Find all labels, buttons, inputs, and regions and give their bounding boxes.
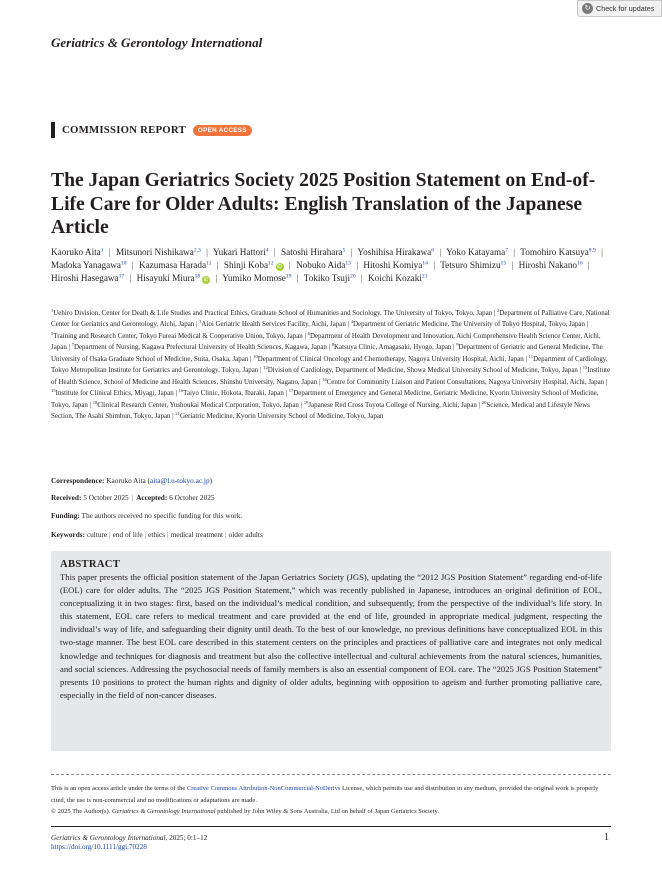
- affiliation-item: $^{10}$Department of Clinical Oncology and Chemotherapy, Nagoya University Hospital, Aichi, Japan: [253, 354, 524, 363]
- author-item: [304, 273, 356, 283]
- separator: |: [129, 273, 132, 284]
- author-name: Satoshi Hirahara: [281, 247, 343, 257]
- check-for-updates-button[interactable]: [577, 0, 662, 17]
- author-affiliation-ref[interactable]: 11: [206, 260, 212, 267]
- correspondence-line: Correspondence: Kaoruko Aita (aita@l.u-tokyo.ac.jp): [51, 476, 213, 485]
- journal-name: Geriatrics & Gerontology International: [51, 35, 263, 50]
- author-item: [357, 247, 434, 257]
- affiliation-item: $^1$Uehiro Division, Center for Death & Life Studies and Practical Ethics, Graduate School of Humanities and Sociology, The University of Tokyo, Tokyo, Japan: [51, 308, 493, 317]
- doi-link[interactable]: https://doi.org/10.1111/ggi.70228: [51, 843, 147, 851]
- received-label: Received:: [51, 493, 82, 502]
- author-affiliation-ref[interactable]: 18: [194, 273, 201, 280]
- separator: |: [215, 273, 218, 284]
- keywords-list: culture | end of life | ethics | medical treatment | older adults: [86, 530, 263, 539]
- funding-label: Funding:: [51, 511, 80, 520]
- separator: |: [360, 273, 363, 284]
- accepted-label: Accepted:: [136, 493, 168, 502]
- separator: |: [216, 260, 219, 271]
- author-name: Koichi Kozaki: [368, 273, 422, 284]
- page-number: 1: [604, 832, 609, 843]
- author-affiliation-ref[interactable]: 1: [100, 247, 104, 254]
- author-item: [519, 260, 583, 270]
- affiliation-item: $^{19}$Japanese Red Cross Toyota College of Nursing, Aichi, Japan: [303, 399, 477, 409]
- author-affiliation-ref[interactable]: 13: [345, 260, 351, 267]
- funding-text: The authors received no specific funding for this work.: [81, 511, 243, 520]
- affiliation-item: $^5$Training and Research Center, Tokyo Fureai Medical & Cooperative Union, Tokyo, Japan: [51, 331, 303, 340]
- author-item: [51, 260, 127, 270]
- author-item: [224, 260, 284, 270]
- keyword-item: ethics: [148, 530, 166, 539]
- separator: |: [206, 247, 208, 257]
- author-item: [281, 247, 345, 257]
- separator: |: [601, 247, 603, 257]
- correspondence-email-link[interactable]: aita@l.u-tokyo.ac.jp: [150, 476, 210, 485]
- author-item: [520, 247, 596, 257]
- keywords-line: [51, 530, 263, 539]
- author-item: [363, 260, 428, 270]
- author-affiliation-ref[interactable]: 5: [342, 247, 346, 254]
- open-access-badge: OPEN ACCESS: [193, 125, 252, 136]
- affiliation-item: $^{20}$Science, Medical and Lifestyle News Section, The Asahi Shimbun, Tokyo, Japan: [51, 399, 590, 421]
- affiliation-item: $^{14}$Centre for Community Liaison and Patient Consultations, Nagoya University Hospital, Aichi, Japan: [322, 376, 605, 386]
- keyword-item: medical treatment: [170, 530, 224, 539]
- separator: |: [433, 260, 436, 271]
- author-affiliation-ref[interactable]: 21: [421, 273, 428, 280]
- author-affiliation-ref[interactable]: 14: [422, 260, 428, 267]
- dates-line: Received: 5 October 2025 | Accepted: 6 October 2025: [51, 493, 215, 502]
- author-affiliation-ref[interactable]: 6: [431, 247, 435, 254]
- author-name: Yoshihisa Hirakawa: [357, 247, 432, 257]
- author-name: Yumiko Momose: [222, 273, 286, 284]
- author-item: [440, 260, 506, 270]
- author-name: Mitsunori Nishikawa: [116, 247, 194, 257]
- affiliation-item: $^{15}$Institute for Clinical Ethics, Miyagi, Japan: [51, 388, 174, 398]
- author-affiliation-ref[interactable]: 2,3: [193, 247, 201, 254]
- copyright-text: © 2025 The Author(s). Geriatrics & Gerontology International published by John Wiley & Sons Australia, Ltd on behalf of Japan Geriatrics Society.: [51, 808, 439, 815]
- author-affiliation-ref[interactable]: 7: [505, 247, 508, 254]
- keyword-item: older adults: [228, 530, 263, 539]
- article-type-row: [51, 122, 252, 138]
- keyword-item: culture: [86, 530, 108, 539]
- correspondence-label: Correspondence:: [51, 476, 105, 485]
- author-item: [446, 247, 508, 257]
- type-bar: [51, 122, 55, 138]
- separator: |: [131, 260, 134, 271]
- affiliation-item: $^{12}$Division of Cardiology, Department of Medicine, Showa Medical University School of Medicine, Tokyo, Japan: [263, 365, 578, 375]
- author-item: [368, 273, 427, 283]
- affiliation-list: $^1$Uehiro Division, Center for Death & Life Studies and Practical Ethics, Graduate School of Humanities and Sociology, The University of Tokyo, Tokyo, Japan | $^2$Department of Palliative Care, National Center for Geriatrics and Gerontology, Aichi, Japan | $^3$Aioi Geriatric Health Services Facility, Aichi, Japan | $^4$Department of Geriatric Medicine, The University of Tokyo Hospital, Tokyo, Japan | $^5$Training and Research Center, Tokyo Fureai Medical & Cooperative Union, Tokyo, Japan | $^6$Department of Health Development and Innovation, Aichi Comprehensive Health Science Center, Aichi, Japan | $^7$Department of Nursing, Kagawa Prefectural University of Health Sciences, Kagawa, Japan | $^8$Katsuya Clinic, Amagasaki, Hyogo, Japan | $^9$Department of Geriatric and General Medicine, The University of Osaka Graduate School of Medicine, Suita, Osaka, Japan | $^{10}$Department of Clinical Oncology and Chemotherapy, Nagoya University Hospital, Aichi, Japan | $^{11}$Department of Cardiology, Tokyo Metropolitan Institute for Geriatrics and Gerontology, Tokyo, Japan | $^{12}$Division of Cardiology, Department of Medicine, Showa Medical University School of Medicine, Tokyo, Japan | $^{13}$Institute of Health Science, School of Medicine and Health Sciences, Shinshu University, Nagano, Japan | $^{14}$Centre for Community Liaison and Patient Consultations, Nagoya University Hospital, Aichi, Japan | $^{15}$Institute for Clinical Ethics, Miyagi, Japan | $^{16}$Taiyo Clinic, Hokota, Ibaraki, Japan | $^{17}$Department of Emergency and General Medicine, Geriatric Medicine, Kyorin University School of Medicine, Tokyo, Japan | $^{18}$Clinical Research Center, Yushoukai Medical Corporation, Tokyo, Japan | $^{19}$Japanese Red Cross Toyota College of Nursing, Aichi, Japan | $^{20}$Science, Medical and Lifestyle News Section, The Asahi Shimbun, Tokyo, Japan | $^{21}$Geriatric Medicine, Kyorin University School of Medicine, Tokyo, Japan: [51, 308, 611, 421]
- separator: |: [108, 247, 111, 257]
- article-type: COMMISSION REPORT: [62, 124, 186, 136]
- abstract-heading: ABSTRACT: [60, 559, 121, 570]
- affiliation-item: $^2$Department of Palliative Care, National Center for Geriatrics and Gerontology, Aichi, Japan: [51, 308, 610, 329]
- keyword-item: end of life: [112, 530, 143, 539]
- author-name: Tetsuro Shimizu: [440, 260, 501, 271]
- affiliation-item: $^8$Katsuya Clinic, Amagasaki, Hyogo, Japan: [331, 342, 452, 352]
- author-affiliation-ref[interactable]: 12: [268, 260, 274, 267]
- author-name: Nobuko Aida: [296, 260, 346, 271]
- license-text: This is an open access article under the terms of the Creative Commons Attribution-NonCommercial-NoDerivs License, which permits use and distribution in any medium, provided the original work is properly cited, the use is non-commercial and no modifications or adaptations are made.: [51, 785, 599, 805]
- author-item: [116, 247, 201, 257]
- funding-line: [51, 511, 242, 520]
- affiliation-item: $^{17}$Department of Emergency and General Medicine, Geriatric Medicine, Kyorin University School of Medicine, Tokyo, Japan: [51, 388, 599, 409]
- author-affiliation-ref[interactable]: 10: [120, 260, 127, 267]
- affiliation-item: $^{13}$Institute of Health Science, School of Medicine and Health Sciences, Shinshu University, Nagano, Japan: [51, 365, 611, 386]
- check-updates-icon: ↻: [582, 3, 593, 14]
- affiliation-item: $^7$Department of Nursing, Kagawa Prefectural University of Health Sciences, Kagawa, Japan: [71, 342, 327, 352]
- author-affiliation-ref[interactable]: 20: [350, 273, 356, 280]
- author-name: Yukari Hattori: [212, 247, 266, 257]
- affiliation-item: $^4$Department of Geriatric Medicine, The University of Tokyo Hospital, Tokyo, Japan: [350, 319, 585, 329]
- author-name: Shinji Koba: [223, 260, 269, 271]
- author-name: Hisayuki Miura: [136, 273, 195, 284]
- separator: |: [439, 247, 442, 257]
- footer-divider: [51, 826, 611, 827]
- separator: |: [288, 260, 291, 271]
- author-item: [296, 260, 351, 270]
- affiliation-item: $^6$Department of Health Development and Innovation, Aichi Comprehensive Health Science Center, Aichi, Japan: [51, 331, 601, 352]
- author-name: Tomohiro Katsuya: [520, 247, 589, 257]
- author-affiliation-ref[interactable]: 17: [118, 273, 125, 280]
- abstract-box: [51, 551, 611, 751]
- cc-license-link[interactable]: Creative Commons Attribution-NonCommercial-NoDerivs: [186, 785, 341, 792]
- separator: |: [273, 247, 276, 257]
- abstract-text: This paper presents the official position statement of the Japan Geriatrics Society (JGS), updating the “2012 JGS Position Statement” regarding end-of-life (EOL) care for older adults. The “2025 JGS Position Statement,” which was recently published in Japanese, introduces an original definition of EOL, conceptualizing it in two stages: first, based on the individual’s medical condition, and subsequently, from the perspective of the individual’s life story. In this statement, EOL care refers to medical treatment and care provided at the end of life, grounded in appropriate medical judgment, respecting the individual’s way of life, and safeguarding their dignity until death. To the best of our knowledge, no previous definitions have conceptualized EOL in this two-stage manner. The best EOL care described in this statement centers on the principles and practices of palliative care and integrates not only medical knowledge and techniques for diagnosis and treatment but also the collective intellectual and cultural achievements from the natural sciences, humanities, and social sciences. Addressing the psychosocial needs of family members is also an essential component of EOL care. The “2025 JGS Position Statement” presents 10 positions to protect the human rights and dignity of older adults, beginning with opposition to ageism and further promoting palliative care, especially in the field of non-cancer diseases.: [60, 572, 602, 700]
- separator: |: [356, 260, 359, 271]
- author-affiliation-ref[interactable]: 4: [265, 247, 269, 254]
- author-name: Hiroshi Hasegawa: [51, 273, 119, 284]
- author-item: [51, 273, 124, 283]
- footer-citation: Geriatrics & Gerontology International, 2025; 0:1–12: [51, 834, 208, 842]
- separator: |: [350, 247, 353, 257]
- affiliation-item: $^{11}$Department of Cardiology, Tokyo Metropolitan Institute for Geriatrics and Gerontology, Tokyo, Japan: [51, 354, 608, 375]
- affiliation-item: $^{16}$Taiyo Clinic, Hokota, Ibaraki, Japan: [178, 388, 284, 398]
- affiliation-item: $^{21}$Geriatric Medicine, Kyorin University School of Medicine, Tokyo, Japan: [175, 411, 384, 421]
- article-title: The Japan Geriatrics Society 2025 Position Statement on End-of-Life Care for Older Adults: English Translation of the Japanese Article: [51, 170, 596, 238]
- separator: |: [587, 260, 590, 271]
- author-item: [51, 247, 104, 257]
- orcid-icon[interactable]: iD: [277, 264, 282, 271]
- affiliation-item: $^{18}$Clinical Research Center, Yushoukai Medical Corporation, Tokyo, Japan: [92, 399, 299, 409]
- author-name: Yoko Katayama: [446, 247, 506, 257]
- check-for-updates-label: Check for updates: [596, 4, 655, 13]
- received-date: 5 October 2025: [83, 493, 129, 502]
- author-item: [137, 273, 211, 283]
- author-list: [51, 246, 617, 286]
- affiliation-item: $^9$Department of Geriatric and General Medicine, The University of Osaka Graduate School of Medicine, Suita, Osaka, Japan: [51, 342, 603, 363]
- author-affiliation-ref[interactable]: 19: [285, 273, 292, 280]
- author-name: Tokiko Tsuji: [303, 273, 351, 284]
- correspondence-name: Kaoruko Aita: [106, 476, 146, 485]
- author-name: Kaoruko Aita: [51, 247, 101, 257]
- footer-divider-dashed: [51, 774, 611, 775]
- author-name: Hiroshi Nakano: [518, 260, 578, 271]
- affiliation-item: $^3$Aioi Geriatric Health Services Facility, Aichi, Japan: [199, 319, 346, 329]
- keywords-label: Keywords:: [51, 530, 86, 539]
- author-name: Hitoshi Komiya: [363, 260, 423, 271]
- author-affiliation-ref[interactable]: 15: [500, 260, 507, 267]
- author-affiliation-ref[interactable]: 8,9: [588, 247, 596, 254]
- separator: |: [513, 247, 516, 257]
- author-item: [222, 273, 291, 283]
- author-item: [139, 260, 211, 270]
- separator: |: [511, 260, 514, 271]
- orcid-icon[interactable]: iD: [203, 277, 209, 284]
- author-affiliation-ref[interactable]: 16: [577, 260, 583, 267]
- separator: |: [296, 273, 299, 284]
- accepted-date: 6 October 2025: [169, 493, 215, 502]
- author-name: Madoka Yanagawa: [51, 260, 121, 271]
- author-name: Kazumasa Harada: [138, 260, 207, 271]
- author-item: [213, 247, 269, 257]
